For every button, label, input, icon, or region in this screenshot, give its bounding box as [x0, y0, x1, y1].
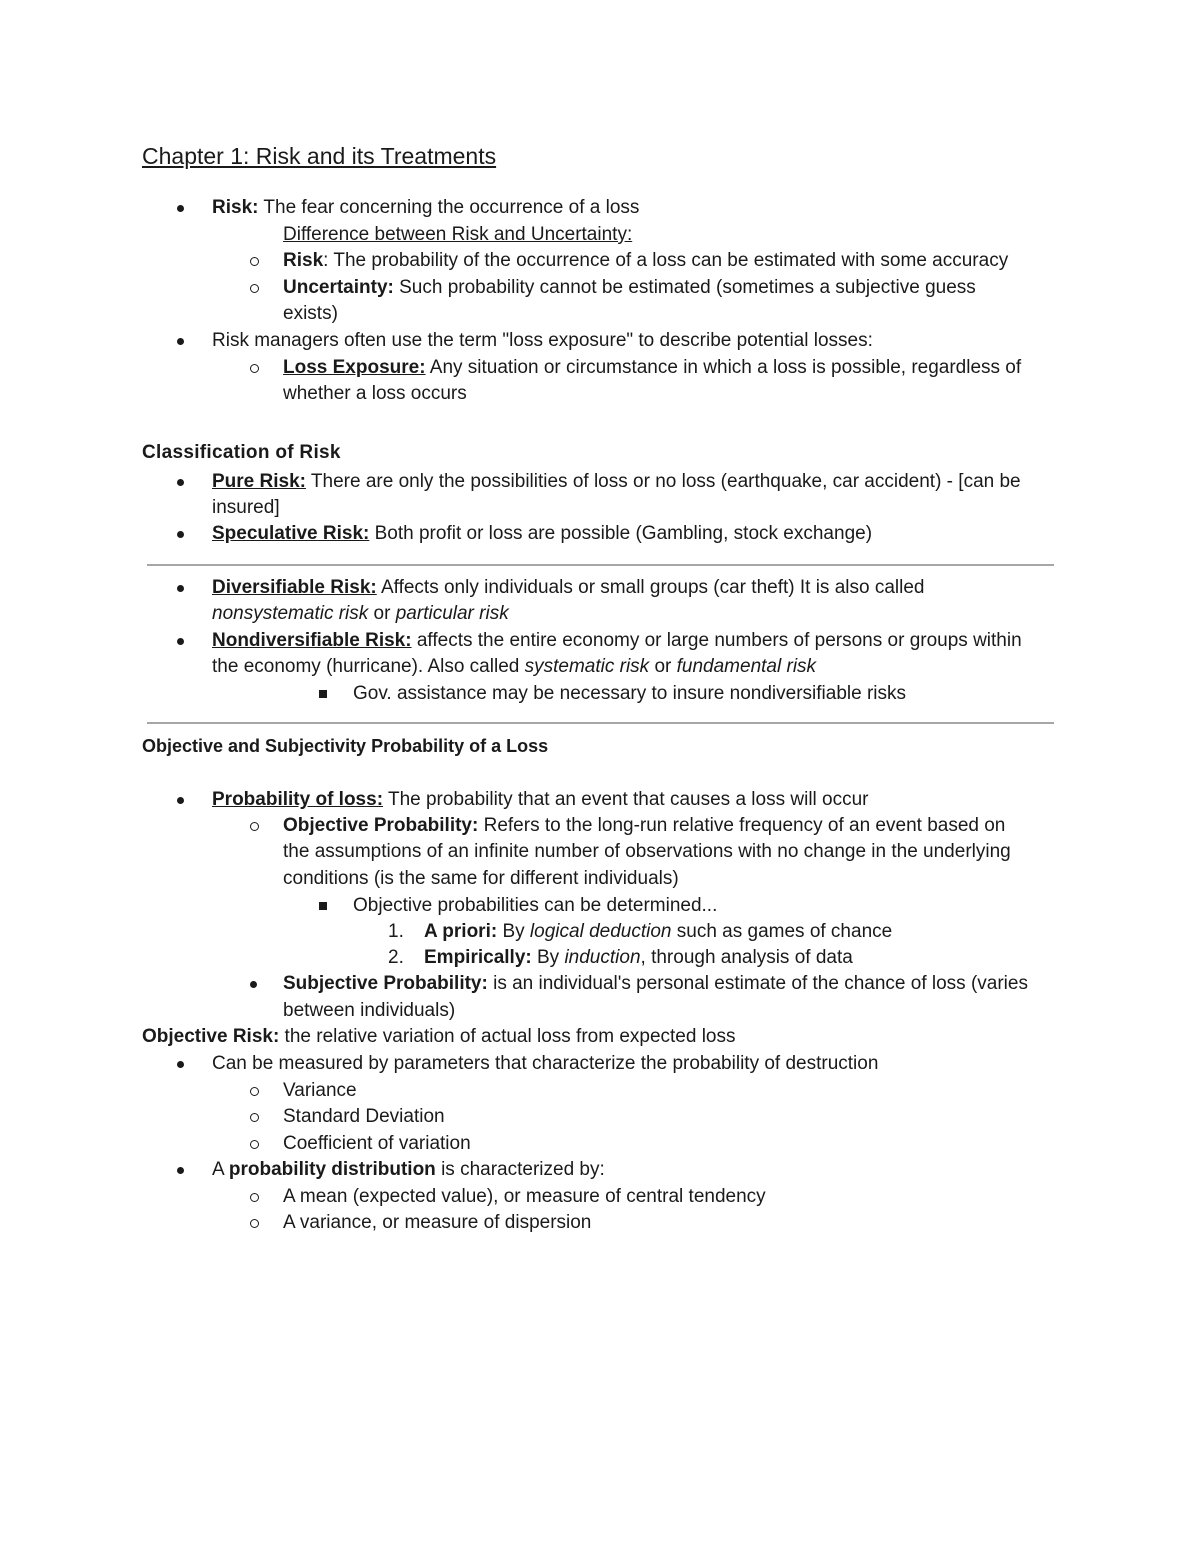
- definition: There are only the possibilities of loss or no loss (earthquake, car accident) - [can be: [305, 471, 1021, 492]
- section-heading-classification: Classification of Risk: [142, 442, 341, 463]
- term-a-priori: A priori:: [424, 921, 498, 942]
- list-item-variance: Variance: [283, 1080, 357, 1101]
- bullet-marker: [177, 531, 184, 538]
- list-item-speculative-risk: [212, 521, 872, 547]
- list-item-risk: [212, 195, 639, 221]
- list-item-managers: Risk managers often use the term "loss exposure" to describe potential losses:: [212, 330, 873, 351]
- term-objective-risk: Objective Risk:: [142, 1026, 280, 1047]
- term-objective-probability: Objective Probability:: [283, 815, 479, 836]
- horizontal-divider: [147, 564, 1054, 566]
- term-risk: Risk:: [212, 197, 259, 218]
- text: or: [649, 656, 677, 677]
- term-pure-risk: Pure Risk:: [212, 471, 306, 492]
- italic-term: induction: [564, 947, 641, 968]
- definition: Both profit or loss are possible (Gambling, stock exchange): [369, 523, 873, 544]
- bullet-marker: [177, 479, 184, 486]
- term-probability-of-loss: Probability of loss:: [212, 789, 384, 810]
- definition: the relative variation of actual loss from expected loss: [279, 1026, 736, 1047]
- list-item-diversifiable-risk: [212, 575, 924, 601]
- square-bullet-marker: [319, 690, 327, 698]
- definition-continued: whether a loss occurs: [283, 383, 467, 404]
- list-item-mean: A mean (expected value), or measure of central tendency: [283, 1186, 766, 1207]
- list-item-uncertainty: [283, 275, 976, 301]
- list-item-subjective-probability: [283, 971, 1028, 997]
- bullet-marker: [250, 981, 257, 988]
- term-probability-distribution: probability distribution: [228, 1159, 436, 1180]
- list-number: 1.: [388, 921, 404, 942]
- bullet-marker: [177, 585, 184, 592]
- bullet-marker: [177, 797, 184, 804]
- bullet-marker: [177, 205, 184, 212]
- page-title: Chapter 1: Risk and its Treatments: [142, 143, 497, 169]
- term-subjective-probability: Subjective Probability:: [283, 973, 488, 994]
- circle-bullet-marker: [250, 1140, 259, 1149]
- definition: Any situation or circumstance in which a loss is possible, regardless of: [425, 357, 1022, 378]
- definition-continued: insured]: [212, 497, 280, 518]
- text: such as games of chance: [671, 921, 893, 942]
- definition-continued: between individuals): [283, 1000, 456, 1021]
- circle-bullet-marker: [250, 364, 259, 373]
- bullet-marker: [177, 638, 184, 645]
- text: is characterized by:: [435, 1159, 605, 1180]
- text: A: [212, 1159, 229, 1180]
- list-item-risk-probability: [283, 248, 1008, 274]
- definition: : The probability of the occurrence of a loss can be estimated with some accuracy: [323, 250, 1009, 271]
- term-nondiversifiable-risk: Nondiversifiable Risk:: [212, 630, 412, 651]
- definition-continued: the assumptions of an infinite number of observations with no change in the underlying: [283, 841, 1011, 862]
- definition: Affects only individuals or small groups (car theft) It is also called: [376, 577, 925, 598]
- circle-bullet-marker: [250, 1219, 259, 1228]
- term-uncertainty: Uncertainty:: [283, 277, 394, 298]
- definition: affects the entire economy or large numbers of persons or groups within: [411, 630, 1022, 651]
- list-item-probability-of-loss: [212, 787, 869, 813]
- circle-bullet-marker: [250, 284, 259, 293]
- objective-risk-definition: [142, 1024, 736, 1050]
- term-risk: Risk: [283, 250, 324, 271]
- term-speculative-risk: Speculative Risk:: [212, 523, 370, 544]
- circle-bullet-marker: [250, 257, 259, 266]
- square-bullet-marker: [319, 902, 327, 910]
- text: the economy (hurricane). Also called: [212, 656, 525, 677]
- definition-continued: [212, 601, 509, 627]
- definition-continued: [212, 654, 816, 680]
- list-item-pure-risk: [212, 469, 1021, 495]
- text: By: [497, 921, 530, 942]
- list-item-gov-assistance: Gov. assistance may be necessary to insure nondiversifiable risks: [353, 683, 907, 704]
- term-loss-exposure: Loss Exposure:: [283, 357, 426, 378]
- list-item-coefficient: Coefficient of variation: [283, 1133, 471, 1154]
- definition-continued: conditions (is the same for different individuals): [283, 868, 679, 889]
- circle-bullet-marker: [250, 1087, 259, 1096]
- text: By: [531, 947, 565, 968]
- bullet-marker: [177, 1167, 184, 1174]
- definition: The probability that an event that causes a loss will occur: [383, 789, 869, 810]
- italic-term: systematic risk: [524, 656, 650, 677]
- circle-bullet-marker: [250, 1193, 259, 1202]
- term-diversifiable-risk: Diversifiable Risk:: [212, 577, 377, 598]
- section-heading-probability: Objective and Subjectivity Probability of a Loss: [142, 736, 549, 756]
- list-item-nondiversifiable-risk: [212, 628, 1022, 654]
- definition: The fear concerning the occurrence of a loss: [258, 197, 640, 218]
- bullet-marker: [177, 338, 184, 345]
- list-item-empirically: [424, 945, 853, 971]
- italic-term: nonsystematic risk: [212, 603, 369, 624]
- italic-term: fundamental risk: [676, 656, 817, 677]
- list-item-objective-determined: Objective probabilities can be determined...: [353, 895, 718, 916]
- horizontal-divider: [147, 722, 1054, 724]
- list-item-measured: Can be measured by parameters that characterize the probability of destruction: [212, 1053, 879, 1074]
- definition: is an individual's personal estimate of the chance of loss (varies: [487, 973, 1028, 994]
- list-number: 2.: [388, 947, 404, 968]
- italic-term: logical deduction: [529, 921, 672, 942]
- list-item-dispersion: A variance, or measure of dispersion: [283, 1212, 592, 1233]
- text: , through analysis of data: [640, 947, 853, 968]
- list-item-probability-distribution: [212, 1157, 605, 1183]
- circle-bullet-marker: [250, 822, 259, 831]
- list-item-loss-exposure: [283, 355, 1021, 381]
- definition-continued: exists): [283, 303, 338, 324]
- list-item-objective-probability: [283, 813, 1005, 839]
- text: or: [368, 603, 396, 624]
- definition: Such probability cannot be estimated (sometimes a subjective guess: [393, 277, 976, 298]
- italic-term: particular risk: [395, 603, 509, 624]
- subheading-difference: Difference between Risk and Uncertainty:: [283, 224, 633, 245]
- list-item-a-priori: [424, 919, 892, 945]
- list-item-standard-deviation: Standard Deviation: [283, 1106, 445, 1127]
- term-empirically: Empirically:: [424, 947, 532, 968]
- bullet-marker: [177, 1061, 184, 1068]
- definition: Refers to the long-run relative frequency of an event based on: [478, 815, 1006, 836]
- circle-bullet-marker: [250, 1113, 259, 1122]
